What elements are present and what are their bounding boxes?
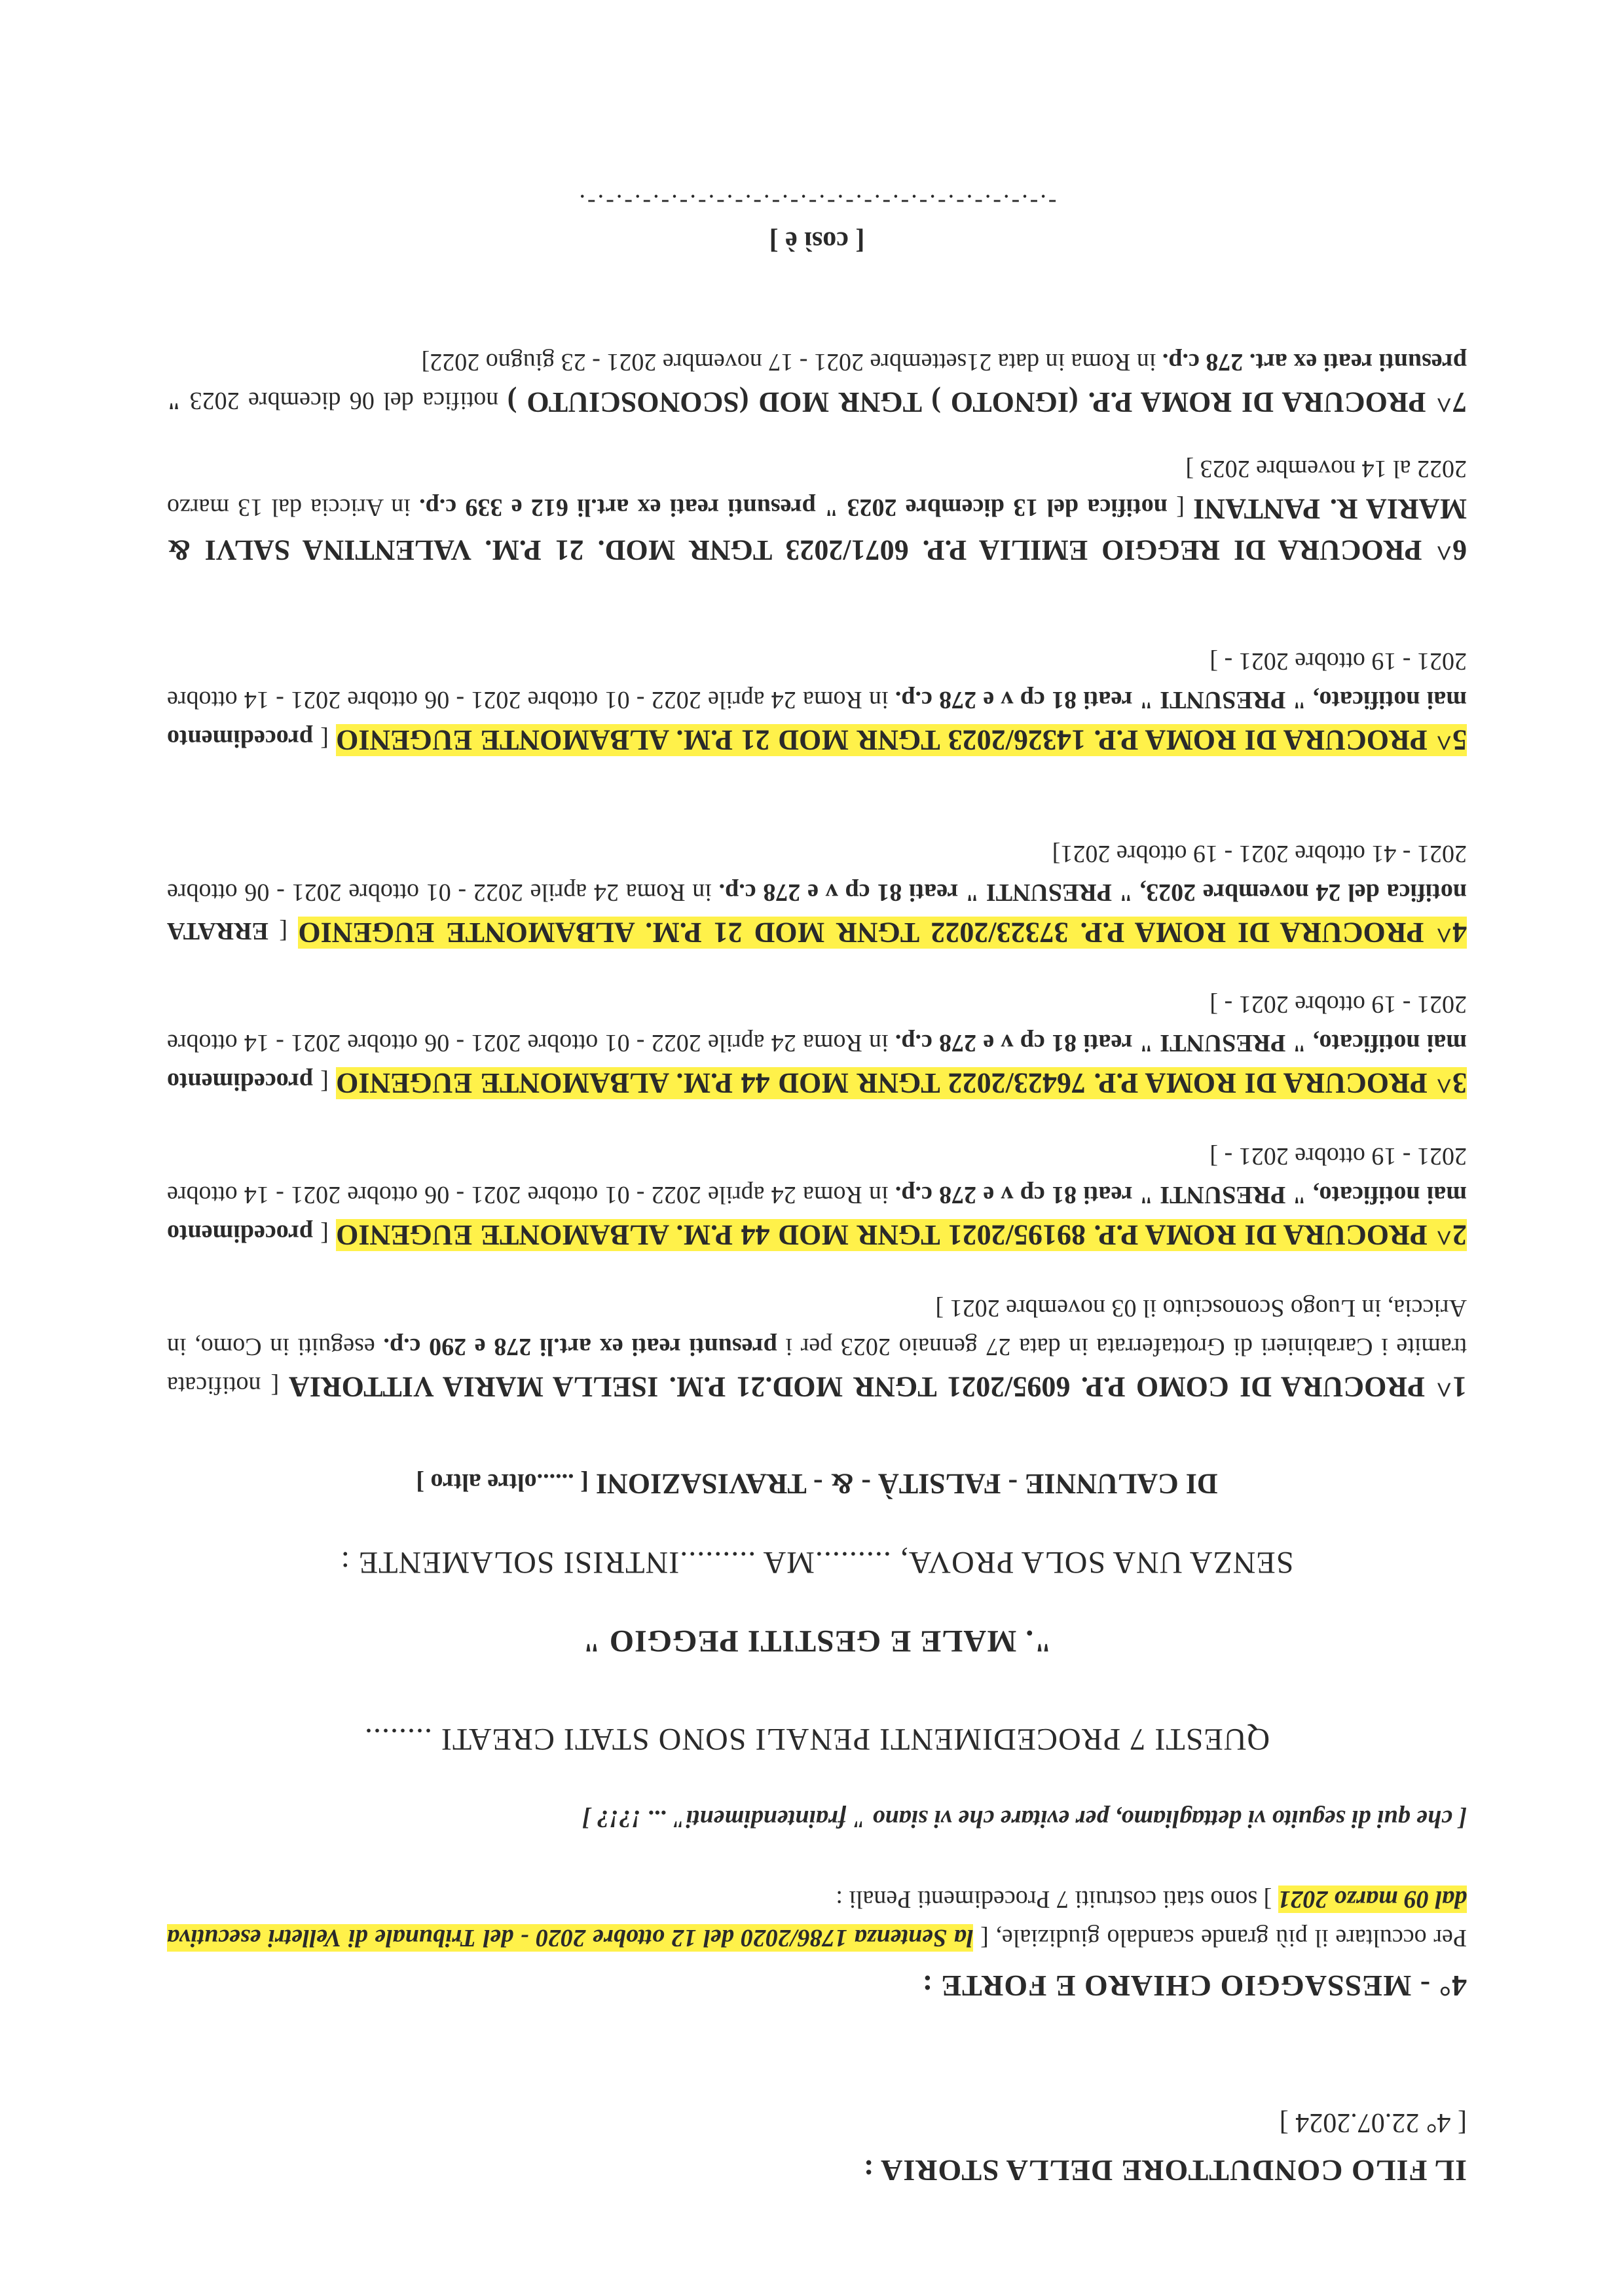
procedure-head: 2^ PROCURA DI ROMA P.P. 89195/2021 TGNR MOD 44 P.M. ALBAMONTE EUGENIO bbox=[336, 1219, 1467, 1251]
slander-line: DI CALUNNIE - FALSITÀ - & - TRAVISAZIONI [ ......oltre altro ] bbox=[416, 1468, 1218, 1500]
procedure-3: 3^ PROCURA DI ROMA P.P. 76423/2022 TGNR MOD 44 P.M. ALBAMONTE EUGENIO [ procedimento mai notificato, " PRESUNTI " reati 81 cp v e 278 c.p. in Roma 24 aprile 2022 - 01 ottobre 2021 - 06 ottobre 2021 - 14 ottobre 2021 - 19 ottobre 2021 - ] bbox=[166, 991, 1467, 1099]
procedure-head: 1^ PROCURA DI COMO P.P. 6095/2021 TGNR MOD.21 P.M. ISELLA MARIA VITTORIA bbox=[289, 1371, 1467, 1403]
procedure-head: 7^ PROCURA DI ROMA P.P. (IGNOTO ) TGNR MOD (SCONOSCIUTO ) bbox=[507, 386, 1467, 418]
procedure-2: 2^ PROCURA DI ROMA P.P. 89195/2021 TGNR MOD 44 P.M. ALBAMONTE EUGENIO [ procedimento mai notificato, " PRESUNTI " reati 81 cp v e 278 c.p. in Roma 24 aprile 2022 - 01 ottobre 2021 - 06 ottobre 2021 - 14 ottobre 2021 - 19 ottobre 2021 - ] bbox=[166, 1142, 1467, 1251]
procedure-head: 6^ PROCURA DI REGGIO EMILIA P.P. 6071/2023 TGNR MOD. 21 P.M. VALENTINA SALVI & MARIA R. PANTANI bbox=[167, 493, 1467, 566]
sentence-reference: la Sentenza 1786/2020 del 12 ottobre 2020 - del Tribunale di Velletri esecutiva dal 09 marzo 2021 bbox=[167, 1886, 1467, 1952]
detail-note: [ che qui di seguito vi dettagliamo, per evitare che vi siano " fraintendimenti" ... !?!? ] bbox=[581, 1805, 1467, 1832]
quote-line: ". MALE E GESTITI PEGGIO " bbox=[582, 1624, 1052, 1658]
cosi-e: [ così è ] bbox=[769, 226, 865, 256]
procedure-4: 4^ PROCURA DI ROMA P.P. 37323/2022 TGNR MOD 21 P.M. ALBAMONTE EUGENIO [ ERRATA notifica del 24 novembre 2023, " PRESUNTI " reati 81 cp v e 278 c.p. in Roma 24 aprile 2022 - 01 ottobre 2021 - 06 ottobre 2021 - 41 ottobre 2021 - 19 ottobre 2021] bbox=[166, 840, 1467, 949]
procedure-5: 5^ PROCURA DI ROMA P.P. 14326/2023 TGNR MOD 21 P.M. ALBAMONTE EUGENIO [ procedimento mai notificato, " PRESUNTI " reati 81 cp v e 278 c.p. in Roma 24 aprile 2022 - 01 ottobre 2021 - 06 ottobre 2021 - 14 ottobre 2021 - 19 ottobre 2021 - ] bbox=[166, 647, 1467, 756]
proof-line: SENZA UNA SOLA PROVA, .........MA .........INTRISI SOLAMENTE : bbox=[340, 1545, 1294, 1580]
title: IL FILO CONDUTTORE DELLA STORIA : bbox=[862, 2154, 1467, 2187]
procedure-head: 4^ PROCURA DI ROMA P.P. 37323/2022 TGNR MOD 21 P.M. ALBAMONTE EUGENIO bbox=[298, 917, 1467, 949]
intro-paragraph: Per occultare il più grande scandalo giudiziale, [ la Sentenza 1786/2020 del 12 ottobre 2020 - del Tribunale di Velletri esecutiva dal 09 marzo 2021 ] sono stati costruiti 7 Procedimenti Penali : bbox=[167, 1886, 1467, 1952]
created-line: QUESTI 7 PROCEDIMENTI PENALI SONO STATI CREATI ........ bbox=[363, 1722, 1270, 1757]
procedure-head: 5^ PROCURA DI ROMA P.P. 14326/2023 TGNR MOD 21 P.M. ALBAMONTE EUGENIO bbox=[336, 724, 1467, 756]
dashed-separator: -.-.-.-.-.-.-.-.-.-.-.-.-.-.-.-.-.-.-.-.-.-.-.-.-.-. bbox=[577, 189, 1057, 217]
procedure-7: 7^ PROCURA DI ROMA P.P. (IGNOTO ) TGNR MOD (SCONOSCIUTO ) notifica del 06 dicembre 2023 " presunti reati ex art. 278 c.p. in Roma in data 21settembre 2021 - 17 novembre 2021 - 23 giugno 2022] bbox=[167, 348, 1467, 418]
document-date: [ 4° 22.07.2024 ] bbox=[1279, 2107, 1467, 2138]
message-heading: 4° - MESSAGGIO CHIARO E FORTE : bbox=[921, 1969, 1467, 2003]
procedure-1: 1^ PROCURA DI COMO P.P. 6095/2021 TGNR MOD.21 P.M. ISELLA MARIA VITTORIA [ notificata tramite i Carabinieri di Grottaferrata in data 27 gennaio 2023 per i presunti reati ex art.li 278 e 290 c.p. eseguiti in Como, in Ariccia, in Luogo Sconosciuto il 03 novembre 2021 ] bbox=[166, 1294, 1467, 1403]
procedure-6: 6^ PROCURA DI REGGIO EMILIA P.P. 6071/2023 TGNR MOD. 21 P.M. VALENTINA SALVI & MARIA R. PANTANI [ notifica del 13 dicembre 2023 " presunti reati ex art.li 612 e 339 c.p. in Ariccia dal 13 marzo 2022 al 14 novembre 2023 ] bbox=[167, 455, 1467, 566]
procedure-head: 3^ PROCURA DI ROMA P.P. 76423/2022 TGNR MOD 44 P.M. ALBAMONTE EUGENIO bbox=[336, 1067, 1467, 1099]
